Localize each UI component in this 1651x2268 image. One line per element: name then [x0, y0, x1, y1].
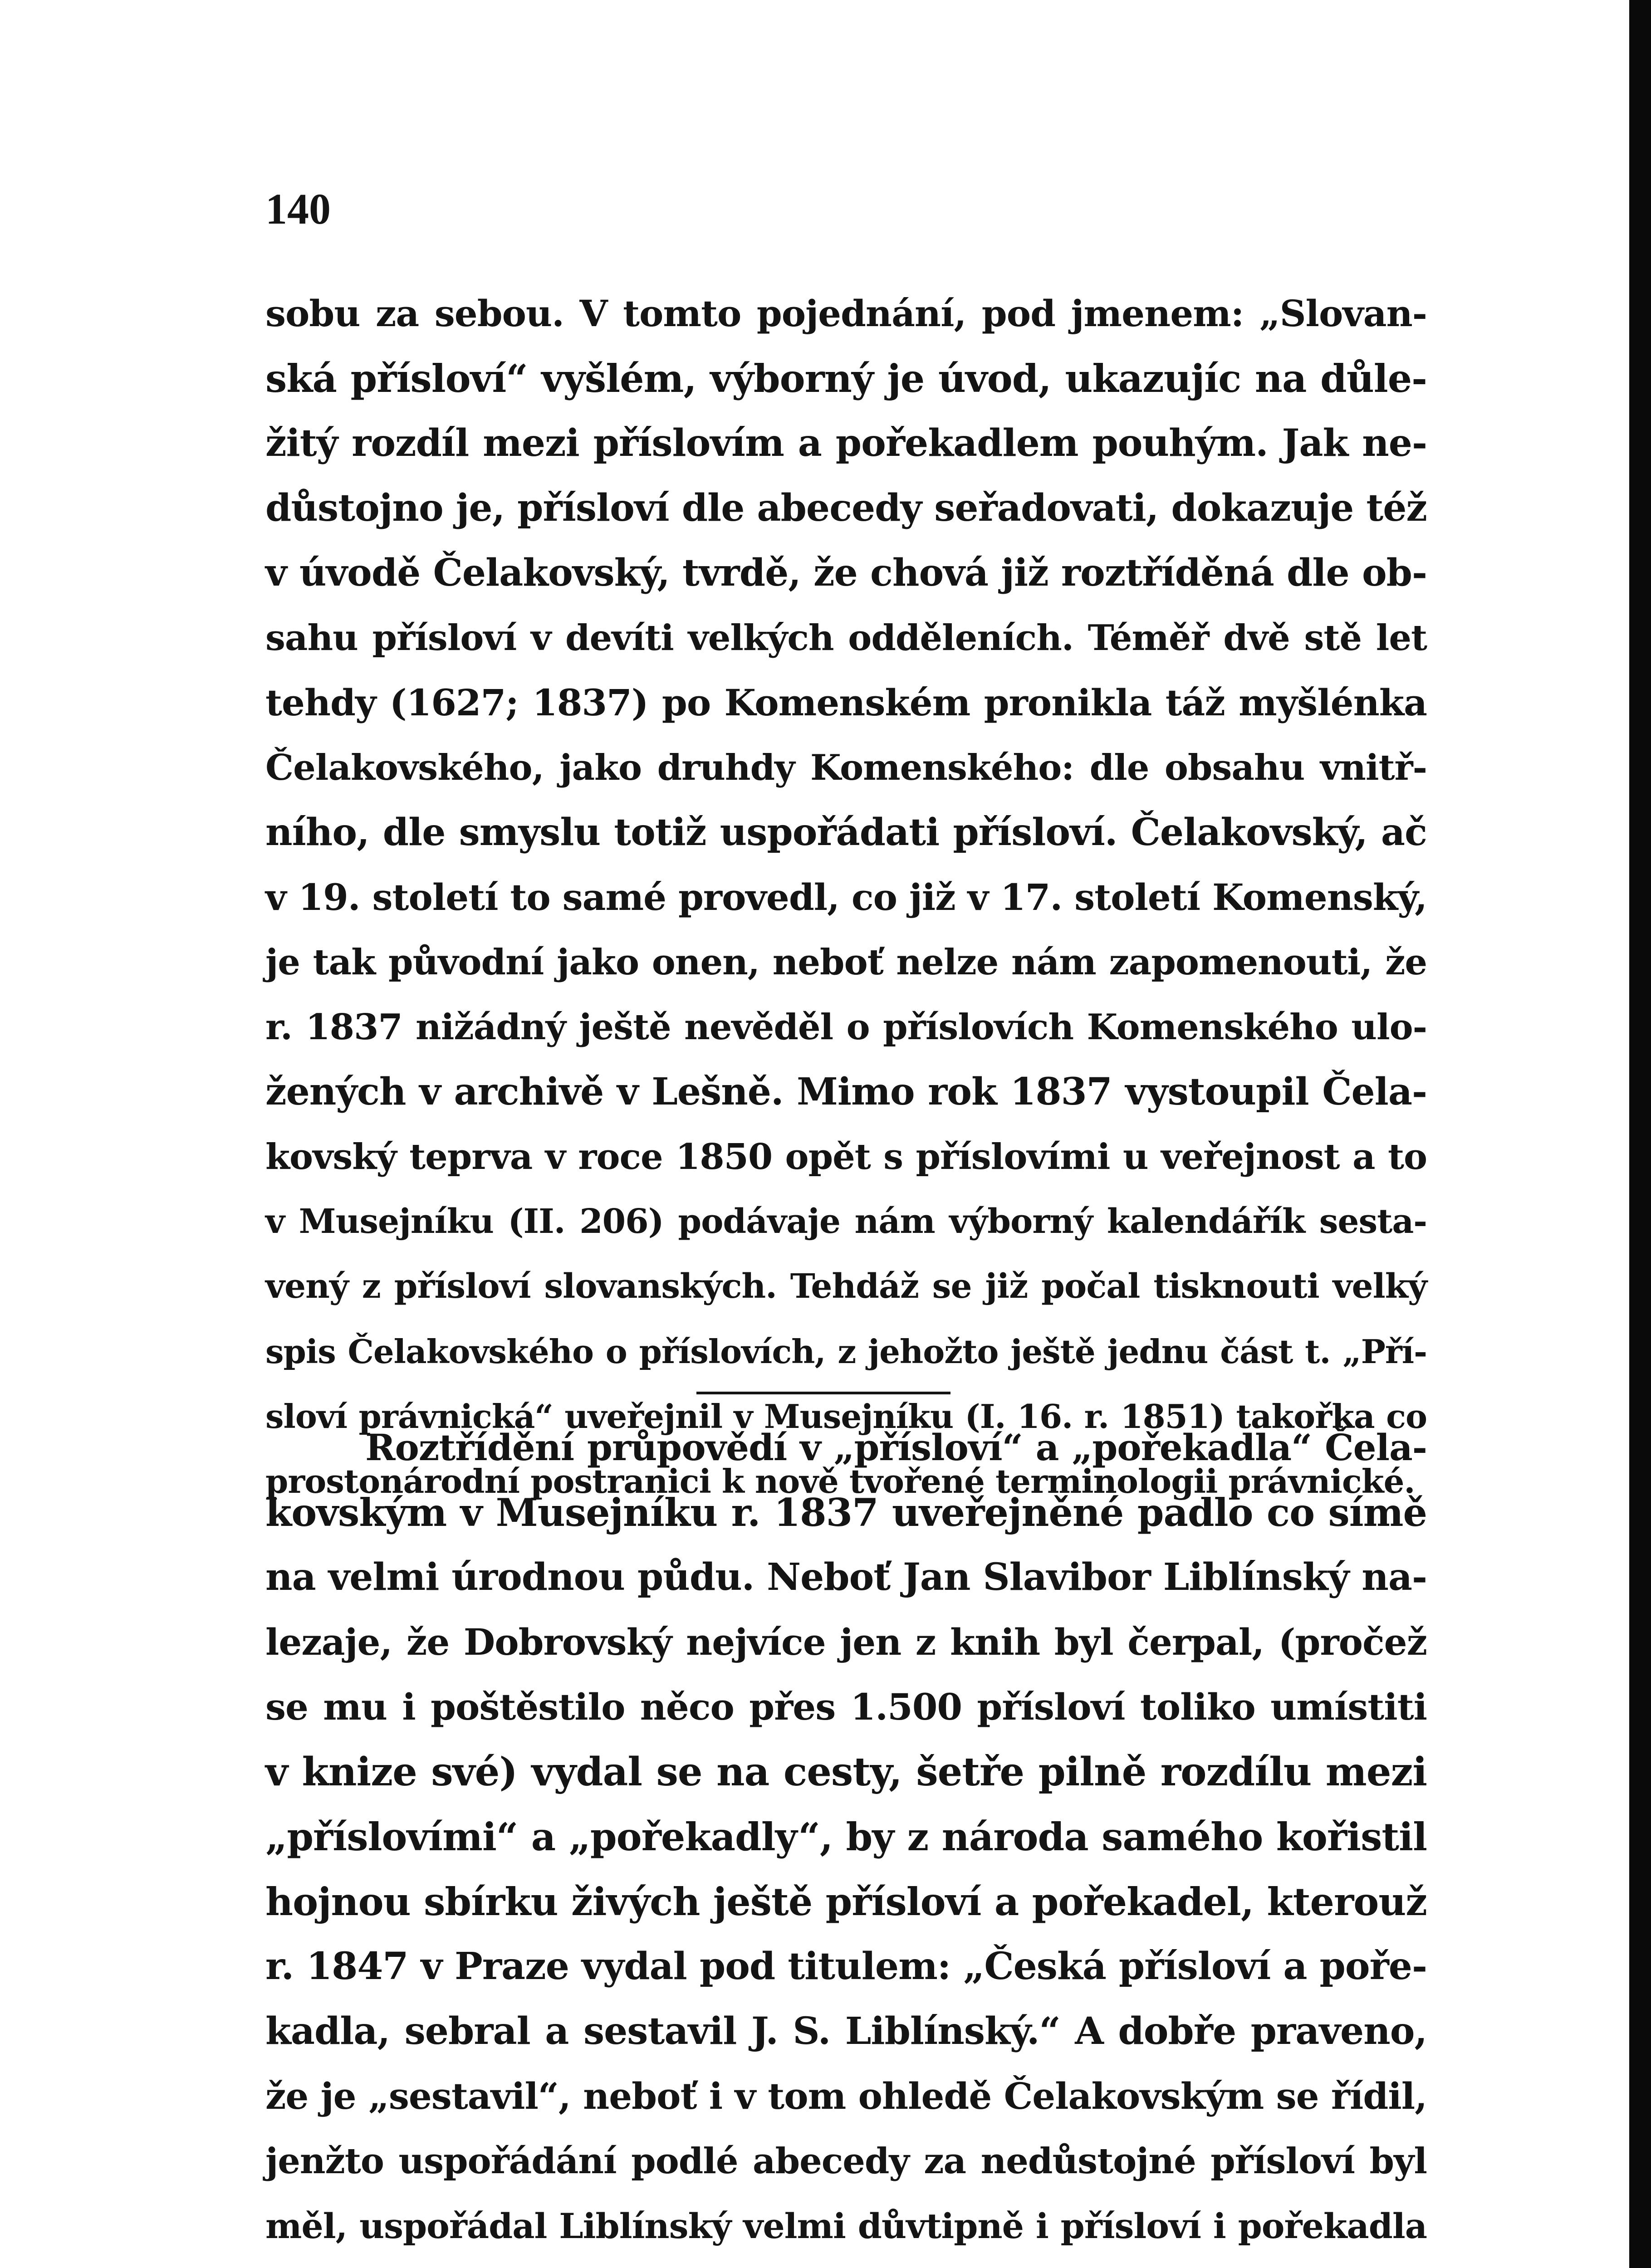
- text-line: r. 1847 v Praze vydal pod titulem: „Česká přísloví a poře-: [265, 1945, 1427, 1988]
- text-line: v úvodě Čelakovský, tvrdě, že chová již roztříděná dle ob-: [265, 551, 1427, 595]
- text-line: měl, uspořádal Liblínský velmi důvtipně i přísloví i pořekadla: [265, 2206, 1427, 2246]
- text-line: sahu přísloví v devíti velkých odděleních. Téměř dvě stě let: [265, 617, 1427, 659]
- text-line: na velmi úrodnou půdu. Neboť Jan Slavibor Liblínský na-: [265, 1555, 1427, 1599]
- text-line: hojnou sbírku živých ještě přísloví a pořekadel, kterouž: [265, 1879, 1427, 1924]
- text-line: sobu za sebou. V tomto pojednání, pod jmenem: „Slovan-: [265, 292, 1427, 335]
- text-line: [265, 2258, 1427, 2268]
- text-line: důstojno je, přísloví dle abecedy seřadovati, dokazuje též: [265, 486, 1427, 530]
- text-line: ního, dle smyslu totiž uspořádati přísloví. Čelakovský, ač: [265, 811, 1427, 854]
- text-line: Roztřídění průpovědí v „přísloví“ a „pořekadla“ Čela-: [365, 1426, 1427, 1469]
- text-line: kadla, sebral a sestavil J. S. Liblínský.“ A dobře praveno,: [265, 2009, 1427, 2053]
- text-line: že je „sestavil“, neboť i v tom ohledě Čelakovským se řídil,: [265, 2075, 1427, 2117]
- text-line: v knize své) vydal se na cesty, šetře pilně rozdílu mezi: [265, 1749, 1427, 1795]
- text-line: spis Čelakovského o příslovích, z jehožto ještě jednu část t. „Pří-: [265, 1332, 1427, 1371]
- text-line: Čelakovského, jako druhdy Komenského: dle obsahu vnitř-: [265, 747, 1427, 788]
- paragraph-2: [265, 1415, 1427, 2268]
- text-line: se mu i poštěstilo něco přes 1.500 přísloví toliko umístiti: [265, 1686, 1427, 1728]
- text-line: kovským v Musejníku r. 1837 uveřejněné padlo co símě: [265, 1490, 1427, 1535]
- text-line: kovský teprva v roce 1850 opět s příslovími u veřejnost a to: [265, 1136, 1427, 1178]
- text-line: žených v archivě v Lešně. Mimo rok 1837 vystoupil Čela-: [265, 1070, 1427, 1114]
- text-line: prostonárodní postranici k nově tvořené terminologii právnické.: [265, 1462, 1415, 1501]
- text-line: v Musejníku (II. 206) podávaje nám výborný kalendářík sesta-: [265, 1202, 1427, 1241]
- text-line: je tak původní jako onen, neboť nelze nám zapomenouti, že: [265, 942, 1427, 983]
- text-line: sloví právnická“ uveřejnil v Musejníku (I. 16. r. 1851) takořka co: [265, 1397, 1427, 1436]
- page-edge-shadow: [1629, 0, 1651, 2268]
- text-line: lezaje, že Dobrovský nejvíce jen z knih byl čerpal, (pročež: [265, 1621, 1427, 1663]
- text-line: v 19. století to samé provedl, co již v 17. století Komenský,: [265, 876, 1427, 919]
- text-line: jenžto uspořádání podlé abecedy za nedůstojné přísloví byl: [265, 2141, 1427, 2182]
- text-line: vený z přísloví slovanských. Tehdáž se již počal tisknouti velký: [265, 1267, 1427, 1306]
- paragraph-1: [265, 281, 1427, 1514]
- section-divider: [696, 1392, 950, 1394]
- page-number: 140: [265, 185, 331, 233]
- text-line: ská přísloví“ vyšlém, výborný je úvod, ukazujíc na důle-: [265, 356, 1427, 401]
- text-line: „příslovími“ a „pořekadly“, by z národa samého kořistil: [265, 1814, 1427, 1859]
- text-line: žitý rozdíl mezi příslovím a pořekadlem pouhým. Jak ne-: [265, 421, 1427, 465]
- text-line: r. 1837 nižádný ještě nevěděl o příslovích Komenského ulo-: [265, 1007, 1427, 1048]
- text-line: tehdy (1627; 1837) po Komenském pronikla táž myšlénka: [265, 681, 1427, 724]
